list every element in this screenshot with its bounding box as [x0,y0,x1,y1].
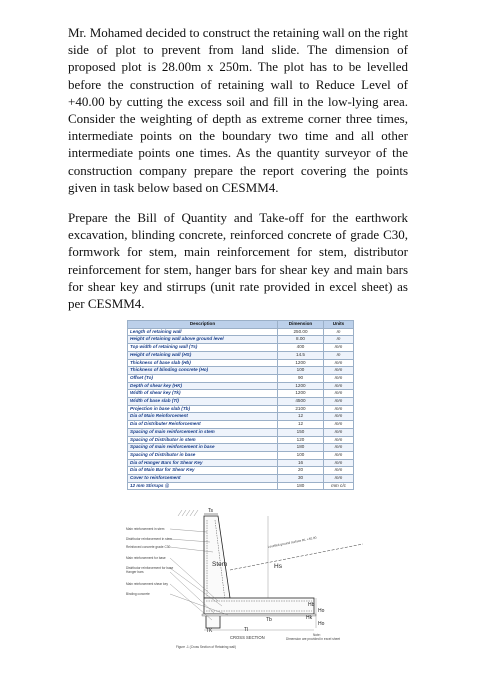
cell-dimension: 4500 [278,398,324,406]
cell-description: Height of retaining wall (HS) [128,351,278,359]
note-text: Dimension are provided in excel sheet [286,637,341,641]
cell-dimension: 14.5 [278,351,324,359]
left-note: Main reinforcement shear key [126,582,168,586]
cell-description: Spacing of main reinforcement in stem [128,428,278,436]
cell-dimension: 180 [278,444,324,452]
cell-description: Dia of Main Reinforcement [128,413,278,421]
paragraph-task: Prepare the Bill of Quantity and Take-off for the earthwork excavation, blinding concrete, reinforced concrete of grade C30, formwork for stem, main reinforcement for stem, distributor reinforcement for stem, hanger bars for shear key and main bars for shear key and stirrups (unit rate provided in excel sheet) as per CESMM4. [68,210,408,312]
ground-hatching [178,510,198,516]
cell-dimension: 1200 [278,359,324,367]
table-row [128,367,354,375]
cell-description: Offset (To) [128,374,278,382]
label-hk: Hk [306,615,313,621]
cell-unit: mm [324,359,354,367]
cell-unit: mm [324,428,354,436]
header-dimension: Dimension [278,321,324,329]
stem-outline [204,516,230,598]
cell-description: Spacing of Distributor in base [128,451,278,459]
table-row [128,451,354,459]
cell-unit: mm [324,475,354,483]
table-row [128,328,354,336]
cell-unit: mm [324,459,354,467]
table-row [128,344,354,352]
cell-unit: mm [324,436,354,444]
table-row [128,467,354,475]
cell-dimension: 1200 [278,390,324,398]
cell-unit: mm [324,421,354,429]
cell-dimension: 90 [278,374,324,382]
paragraph-scenario: Mr. Mohamed decided to construct the retaining wall on the right side of plot to prevent from land slide. The dimension of proposed plot is 28.00m x 250m. The plot has to be levelled before the construction of retaining wall to Reduce Level of +40.00 by cutting the excess soil and fill in the low-lying area. Consider the weighting of depth as extreme corner three times, intermediate points on the boundary two time and all other intermediate points one times. As the quantity surveyor of the construction company prepare the report covering the points given in task below based on CESMM4. [68,25,408,195]
ground-note: Levelled ground surface RL +40.00 [267,535,317,549]
table-row [128,336,354,344]
label-hb: Hb [308,602,315,608]
cell-unit: mm [324,344,354,352]
cell-dimension: 250.00 [278,328,324,336]
table-row [128,374,354,382]
figure-caption: Figure -1 (Cross Section of Retaining wall) [176,645,236,649]
table-row [128,428,354,436]
cell-unit: m [324,351,354,359]
cell-dimension: 8.00 [278,336,324,344]
leader-line [170,529,207,532]
table-row [128,351,354,359]
cell-description: Cover to reinforcement [128,475,278,483]
cell-description: Thickness of blinding concrete (Ho) [128,367,278,375]
cell-unit: mm [324,398,354,406]
cell-description: Top width of retaining wall (Ts) [128,344,278,352]
label-ho-2: Ho [318,621,325,627]
label-tk: TK [206,628,213,634]
note-title: Note: [313,633,321,637]
label-hs: Hs [274,563,282,570]
left-note: Hanger bars [126,570,144,574]
label-ho: Ho [318,608,325,614]
table-row [128,421,354,429]
cell-dimension: 400 [278,344,324,352]
left-note: Main reinforcement in stem [126,527,165,531]
cell-dimension: 12 [278,413,324,421]
cell-description: Dia of Main Bar for Shear Key [128,467,278,475]
header-units: Units [324,321,354,329]
cell-dimension: 20 [278,467,324,475]
cell-unit: m [324,328,354,336]
table-row [128,459,354,467]
cell-dimension: 12 [278,421,324,429]
cell-description: 12 mm Stirrups @ [128,482,278,490]
table-header-row [128,321,354,329]
cell-unit: mm [324,390,354,398]
table-row [128,436,354,444]
label-tb: Tb [266,617,272,623]
retaining-wall-cross-section [118,506,388,650]
cross-section-title: CROSS SECTION [230,635,265,640]
left-note: Main reinforcement for base [126,556,166,560]
cell-unit: mm [324,374,354,382]
cell-dimension: 100 [278,367,324,375]
cell-dimension: 16 [278,459,324,467]
cell-unit: mm [324,382,354,390]
cell-unit: mm [324,367,354,375]
cell-unit: mm c/c [324,482,354,490]
left-note: Binding concrete [126,592,150,596]
table-row [128,390,354,398]
cell-description: Spacing of Distributor in stem [128,436,278,444]
table-row [128,382,354,390]
cell-dimension: 30 [278,475,324,483]
cell-description: Projection in base slab (Tb) [128,405,278,413]
base-slab [204,598,314,614]
label-ts: Ts [208,508,213,514]
left-note: Reinforced concrete grade C30 [126,545,171,549]
cell-dimension: 180 [278,482,324,490]
left-note: Distributor reinforcement for base [126,566,174,570]
cell-unit: mm [324,413,354,421]
cell-unit: mm [324,444,354,452]
cell-description: Dia of Hanger Bars for Shear Key [128,459,278,467]
cell-description: Length of retaining wall [128,328,278,336]
table-row [128,482,354,490]
header-description: Description [128,321,278,329]
cell-description: Spacing of main reinforcement in base [128,444,278,452]
label-stem: Stem [212,561,228,568]
blinding-concrete [202,614,316,616]
cell-dimension: 1200 [278,382,324,390]
cell-unit: mm [324,451,354,459]
left-note: Distributor reinforcement in stem [126,537,173,541]
cell-description: Dia of Distributer Reinforcement [128,421,278,429]
cell-dimension: 2100 [278,405,324,413]
cell-description: Width of base slab (Tl) [128,398,278,406]
cell-unit: mm [324,405,354,413]
table-row [128,413,354,421]
cell-description: Depth of shear key (HK) [128,382,278,390]
label-tl: Tl [244,627,249,633]
table-row [128,475,354,483]
cell-description: Width of shear key (Tk) [128,390,278,398]
cell-dimension: 120 [278,436,324,444]
table-row [128,405,354,413]
table-row [128,398,354,406]
cell-unit: mm [324,467,354,475]
dimensions-table [127,320,353,490]
table-row [128,359,354,367]
cell-unit: m [324,336,354,344]
table-row [128,444,354,452]
cell-dimension: 150 [278,428,324,436]
cell-description: Thickness of base slab (Hb) [128,359,278,367]
cell-dimension: 100 [278,451,324,459]
ground-line [230,544,363,570]
cell-description: Height of retaining wall above ground level [128,336,278,344]
